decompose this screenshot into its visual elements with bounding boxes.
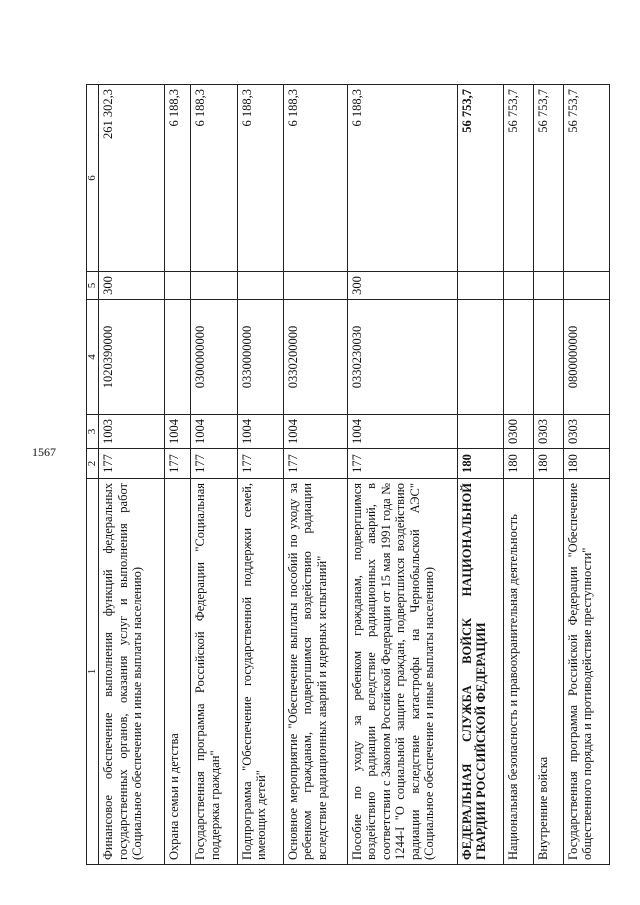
- table-row: [347, 85, 457, 865]
- row-name: Основное мероприятие "Обеспечение выплаты пособий по уходу за ребенком гражданам, подвергшимся воздействию радиации вследствие радиационных аварий и ядерных испытаний": [283, 479, 347, 865]
- row-code: 180: [533, 449, 563, 479]
- row-section: 1004: [237, 415, 283, 449]
- row-target: [504, 300, 534, 415]
- header-col-6: 6: [87, 85, 99, 272]
- row-name: Подпрограмма "Обеспечение государственной поддержки семей, имеющих детей": [237, 479, 283, 865]
- row-amount: 6 188,3: [283, 85, 347, 272]
- row-type: [504, 272, 534, 300]
- table-row: [563, 85, 609, 865]
- row-code: 177: [283, 449, 347, 479]
- row-target: 0330000000: [237, 300, 283, 415]
- header-col-2: 2: [87, 449, 99, 479]
- row-amount: 6 188,3: [191, 85, 237, 272]
- row-code: 177: [191, 449, 237, 479]
- row-name: Государственная программа Российской Федерации "Социальная поддержка граждан": [191, 479, 237, 865]
- header-col-1: 1: [87, 479, 99, 865]
- row-type: [191, 272, 237, 300]
- table-row: [99, 85, 165, 865]
- row-section: [457, 415, 503, 449]
- row-type: [563, 272, 609, 300]
- row-name: Внутренние войска: [533, 479, 563, 865]
- row-target: 1020390000: [99, 300, 165, 415]
- row-target: [533, 300, 563, 415]
- row-type: [165, 272, 191, 300]
- row-amount: 6 188,3: [165, 85, 191, 272]
- row-target: 0330200000: [283, 300, 347, 415]
- row-type: 300: [347, 272, 457, 300]
- row-name: ФЕДЕРАЛЬНАЯ СЛУЖБА ВОЙСК НАЦИОНАЛЬНОЙ ГВАРДИИ РОССИЙСКОЙ ФЕДЕРАЦИИ: [457, 479, 503, 865]
- row-section: 0303: [533, 415, 563, 449]
- row-section: 1004: [191, 415, 237, 449]
- row-type: [237, 272, 283, 300]
- row-section: 1004: [165, 415, 191, 449]
- row-amount: 56 753,7: [504, 85, 534, 272]
- row-code: 180: [457, 449, 503, 479]
- row-code: 180: [563, 449, 609, 479]
- header-col-4: 4: [87, 300, 99, 415]
- row-name: Пособие по уходу за ребенком гражданам, подвергшимся воздействию радиации вследствие радиационных аварий, в соответствии с Законом Российской Федерации от 15 мая 1991 года № 1244-I "О социальной защите граждан, подвергшихся воздействию радиации вследствие катастрофы на Чернобыльской АЭС" (Социальное обеспечение и иные выплаты населению): [347, 479, 457, 865]
- row-target: [165, 300, 191, 415]
- row-section: 0303: [563, 415, 609, 449]
- row-amount: 56 753,7: [563, 85, 609, 272]
- row-code: 180: [504, 449, 534, 479]
- row-target: 0330230030: [347, 300, 457, 415]
- row-type: 300: [99, 272, 165, 300]
- row-target: [457, 300, 503, 415]
- row-code: 177: [237, 449, 283, 479]
- row-target: 0300000000: [191, 300, 237, 415]
- row-amount: 261 302,3: [99, 85, 165, 272]
- row-section: 1003: [99, 415, 165, 449]
- budget-table-rotated: [86, 85, 610, 865]
- row-code: 177: [165, 449, 191, 479]
- table-row: [457, 85, 503, 865]
- row-type: [533, 272, 563, 300]
- row-amount: 6 188,3: [347, 85, 457, 272]
- row-type: [283, 272, 347, 300]
- row-name: Государственная программа Российской Федерации "Обеспечение общественного порядка и противодействие преступности": [563, 479, 609, 865]
- table-row: [533, 85, 563, 865]
- row-target: 0800000000: [563, 300, 609, 415]
- budget-table: [86, 84, 610, 865]
- table-row: [237, 85, 283, 865]
- row-section: 1004: [347, 415, 457, 449]
- table-row: [283, 85, 347, 865]
- header-row: [87, 85, 99, 865]
- row-amount: 6 188,3: [237, 85, 283, 272]
- table-row: [504, 85, 534, 865]
- page-number: 1567: [32, 445, 56, 459]
- row-code: 177: [99, 449, 165, 479]
- header-col-3: 3: [87, 415, 99, 449]
- row-section: 0300: [504, 415, 534, 449]
- table-row: [165, 85, 191, 865]
- row-name: Охрана семьи и детства: [165, 479, 191, 865]
- table-row: [191, 85, 237, 865]
- row-type: [457, 272, 503, 300]
- row-code: 177: [347, 449, 457, 479]
- row-amount: 56 753,7: [533, 85, 563, 272]
- header-col-5: 5: [87, 272, 99, 300]
- row-name: Национальная безопасность и правоохранительная деятельность: [504, 479, 534, 865]
- row-amount: 56 753,7: [457, 85, 503, 272]
- row-section: 1004: [283, 415, 347, 449]
- row-name: Финансовое обеспечение выполнения функций федеральных государственных органов, оказания услуг и выполнения работ (Социальное обеспечение и иные выплаты населению): [99, 479, 165, 865]
